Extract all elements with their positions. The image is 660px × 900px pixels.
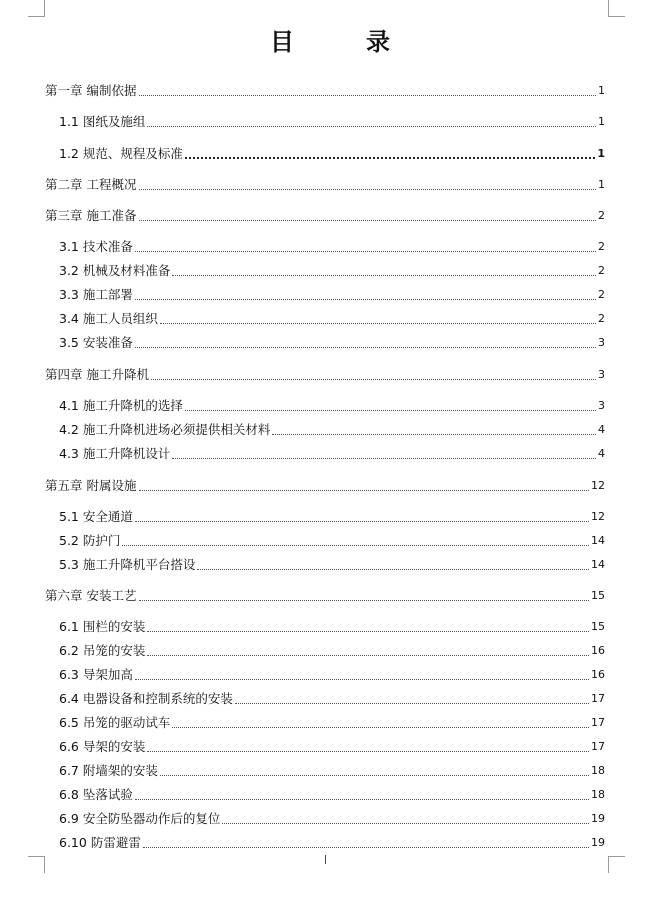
toc-section-entry[interactable]	[59, 509, 605, 525]
toc-entry-page-number: 16	[591, 644, 605, 657]
toc-section-entry[interactable]	[59, 533, 605, 549]
toc-section-entry[interactable]	[59, 114, 605, 130]
toc-entry-page-number: 14	[591, 534, 605, 547]
toc-entry-number: 6.6	[59, 739, 83, 754]
toc-section-entry[interactable]	[59, 146, 605, 162]
dot-leader	[172, 275, 596, 276]
dot-leader	[135, 521, 589, 522]
toc-section-entry[interactable]	[59, 787, 605, 803]
toc-entry-page-number: 3	[598, 399, 605, 412]
toc-entry-number: 5.2	[59, 533, 83, 548]
crop-mark-top-right	[608, 0, 625, 17]
toc-entry-label: 坠落试验	[82, 787, 133, 802]
toc-entry-label: 工程概况	[86, 177, 137, 192]
toc-entry-number: 3.3	[59, 287, 83, 302]
toc-entry-label: 图纸及施组	[82, 114, 146, 129]
toc-section-entry[interactable]	[59, 311, 605, 327]
dot-leader	[147, 655, 589, 656]
toc-entry-label: 编制依据	[86, 83, 137, 98]
dot-leader	[139, 490, 590, 491]
page-number-marker	[325, 855, 326, 864]
toc-entry-number: 6.9	[59, 811, 83, 826]
toc-entry-label: 安装准备	[82, 335, 133, 350]
toc-section-entry[interactable]	[59, 691, 605, 707]
toc-entry-number: 4.1	[59, 398, 83, 413]
toc-section-entry[interactable]	[59, 422, 605, 438]
toc-chapter-entry[interactable]	[45, 83, 605, 99]
toc-entry-page-number: 15	[591, 589, 605, 602]
toc-entry-label: 施工部署	[82, 287, 133, 302]
toc-entry-page-number: 12	[591, 510, 605, 523]
toc-entry-label: 安全防坠器动作后的复位	[82, 811, 221, 826]
dot-leader	[197, 569, 589, 570]
toc-entry-label: 围栏的安装	[82, 619, 146, 634]
dot-leader	[147, 631, 589, 632]
toc-entry-number: 1.2	[59, 146, 83, 161]
toc-entry-label: 机械及材料准备	[82, 263, 171, 278]
toc-entry-label: 附墙架的安装	[82, 763, 158, 778]
toc-entry-page-number: 14	[591, 558, 605, 571]
dot-leader	[135, 299, 596, 300]
dot-leader	[143, 847, 589, 848]
toc-entry-page-number: 2	[598, 312, 605, 325]
toc-entry-number: 6.3	[59, 667, 83, 682]
toc-chapter-entry[interactable]	[45, 177, 605, 193]
toc-entry-page-number: 19	[591, 812, 605, 825]
toc-entry-number: 第一章	[45, 83, 87, 98]
toc-entry-number: 3.2	[59, 263, 83, 278]
toc-entry-label: 施工人员组织	[82, 311, 158, 326]
toc-entry-page-number: 16	[591, 668, 605, 681]
toc-section-entry[interactable]	[59, 263, 605, 279]
dot-leader	[272, 434, 596, 435]
toc-entry-number: 第二章	[45, 177, 87, 192]
toc-entry-page-number: 2	[598, 288, 605, 301]
toc-entry-page-number: 12	[591, 479, 605, 492]
dot-leader	[139, 95, 597, 96]
toc-entry-label: 施工升降机设计	[82, 446, 171, 461]
toc-entry-label: 防雷避雷	[90, 835, 141, 850]
toc-entry-page-number: 15	[591, 620, 605, 633]
toc-entry-number: 第三章	[45, 208, 87, 223]
toc-entry-label: 附属设施	[86, 478, 137, 493]
toc-section-entry[interactable]	[59, 398, 605, 414]
toc-entry-page-number: 17	[591, 716, 605, 729]
toc-section-entry[interactable]	[59, 557, 605, 573]
toc-entry-number: 5.1	[59, 509, 83, 524]
toc-entry-page-number: 18	[591, 788, 605, 801]
toc-entry-label: 防护门	[82, 533, 121, 548]
toc-entry-number: 5.3	[59, 557, 83, 572]
dot-leader	[135, 679, 589, 680]
toc-entry-number: 4.3	[59, 446, 83, 461]
page-title: 目 录	[270, 27, 414, 56]
toc-entry-page-number: 1	[598, 115, 605, 128]
toc-entry-number: 4.2	[59, 422, 83, 437]
dot-leader	[172, 727, 589, 728]
toc-entry-number: 6.4	[59, 691, 83, 706]
toc-entry-number: 6.10	[59, 835, 91, 850]
dot-leader	[122, 545, 589, 546]
toc-entry-label: 导架加高	[82, 667, 133, 682]
dot-leader	[185, 410, 596, 411]
toc-entry-number: 6.8	[59, 787, 83, 802]
toc-entry-label: 技术准备	[82, 239, 133, 254]
toc-entry-page-number: 2	[598, 209, 605, 222]
toc-section-entry[interactable]	[59, 739, 605, 755]
toc-entry-number: 3.5	[59, 335, 83, 350]
toc-entry-number: 6.2	[59, 643, 83, 658]
toc-entry-number: 第五章	[45, 478, 87, 493]
toc-chapter-entry[interactable]	[45, 208, 605, 224]
toc-entry-page-number: 17	[591, 692, 605, 705]
toc-chapter-entry[interactable]	[45, 367, 605, 383]
toc-entry-page-number: 4	[598, 447, 605, 460]
toc-entry-label: 施工升降机平台搭设	[82, 557, 196, 572]
toc-entry-page-number: 2	[598, 240, 605, 253]
toc-entry-page-number: 4	[598, 423, 605, 436]
dot-leader	[160, 323, 596, 324]
dot-leader	[151, 379, 596, 380]
toc-entry-label: 安装工艺	[86, 588, 137, 603]
dot-leader	[172, 458, 596, 459]
toc-section-entry[interactable]	[59, 763, 605, 779]
toc-section-entry[interactable]	[59, 715, 605, 731]
toc-section-entry[interactable]	[59, 446, 605, 462]
toc-entry-label: 施工升降机的选择	[82, 398, 183, 413]
crop-mark-bottom-right	[608, 856, 625, 873]
toc-entry-page-number: 1	[598, 84, 605, 97]
toc-section-entry[interactable]	[59, 811, 605, 827]
toc-section-entry[interactable]	[59, 835, 605, 851]
toc-section-entry[interactable]	[59, 643, 605, 659]
toc-entry-label: 电器设备和控制系统的安装	[82, 691, 233, 706]
toc-entry-number: 1.1	[59, 114, 83, 129]
toc-entry-page-number: 1	[597, 147, 605, 160]
dot-leader	[135, 251, 596, 252]
toc-section-entry[interactable]	[59, 287, 605, 303]
toc-entry-page-number: 1	[598, 178, 605, 191]
toc-section-entry[interactable]	[59, 667, 605, 683]
toc-entry-label: 吊笼的安装	[82, 643, 146, 658]
toc-entry-label: 规范、规程及标准	[82, 146, 183, 161]
toc-entry-label: 施工升降机	[86, 367, 149, 382]
dot-leader	[135, 347, 596, 348]
toc-entry-number: 6.7	[59, 763, 83, 778]
dot-leader	[135, 799, 589, 800]
dot-leader	[139, 600, 590, 601]
toc-entry-label: 施工升降机进场必须提供相关材料	[82, 422, 271, 437]
toc-entry-number: 3.1	[59, 239, 83, 254]
toc-entry-number: 3.4	[59, 311, 83, 326]
toc-entry-number: 6.1	[59, 619, 83, 634]
toc-entry-number: 6.5	[59, 715, 83, 730]
toc-entry-label: 吊笼的驱动试车	[82, 715, 171, 730]
toc-chapter-entry[interactable]	[45, 588, 605, 604]
dot-leader	[139, 189, 597, 190]
toc-entry-number: 第六章	[45, 588, 87, 603]
dot-leader	[139, 220, 597, 221]
dot-leader	[147, 126, 596, 127]
dot-leader	[235, 703, 589, 704]
toc-entry-number: 第四章	[45, 367, 87, 382]
toc-entry-page-number: 18	[591, 764, 605, 777]
crop-mark-bottom-left	[28, 856, 45, 873]
toc-entry-page-number: 19	[591, 836, 605, 849]
toc-section-entry[interactable]	[59, 619, 605, 635]
toc-section-entry[interactable]	[59, 239, 605, 255]
toc-chapter-entry[interactable]	[45, 478, 605, 494]
toc-entry-label: 安全通道	[82, 509, 133, 524]
dot-leader	[185, 157, 595, 159]
crop-mark-top-left	[28, 0, 45, 17]
dot-leader	[147, 751, 589, 752]
toc-entry-label: 施工准备	[86, 208, 137, 223]
dot-leader	[160, 775, 589, 776]
toc-entry-page-number: 3	[598, 336, 605, 349]
dot-leader	[222, 823, 589, 824]
toc-section-entry[interactable]	[59, 335, 605, 351]
toc-entry-page-number: 3	[598, 368, 605, 381]
toc-entry-page-number: 2	[598, 264, 605, 277]
toc-entry-page-number: 17	[591, 740, 605, 753]
toc-entry-label: 导架的安装	[82, 739, 146, 754]
